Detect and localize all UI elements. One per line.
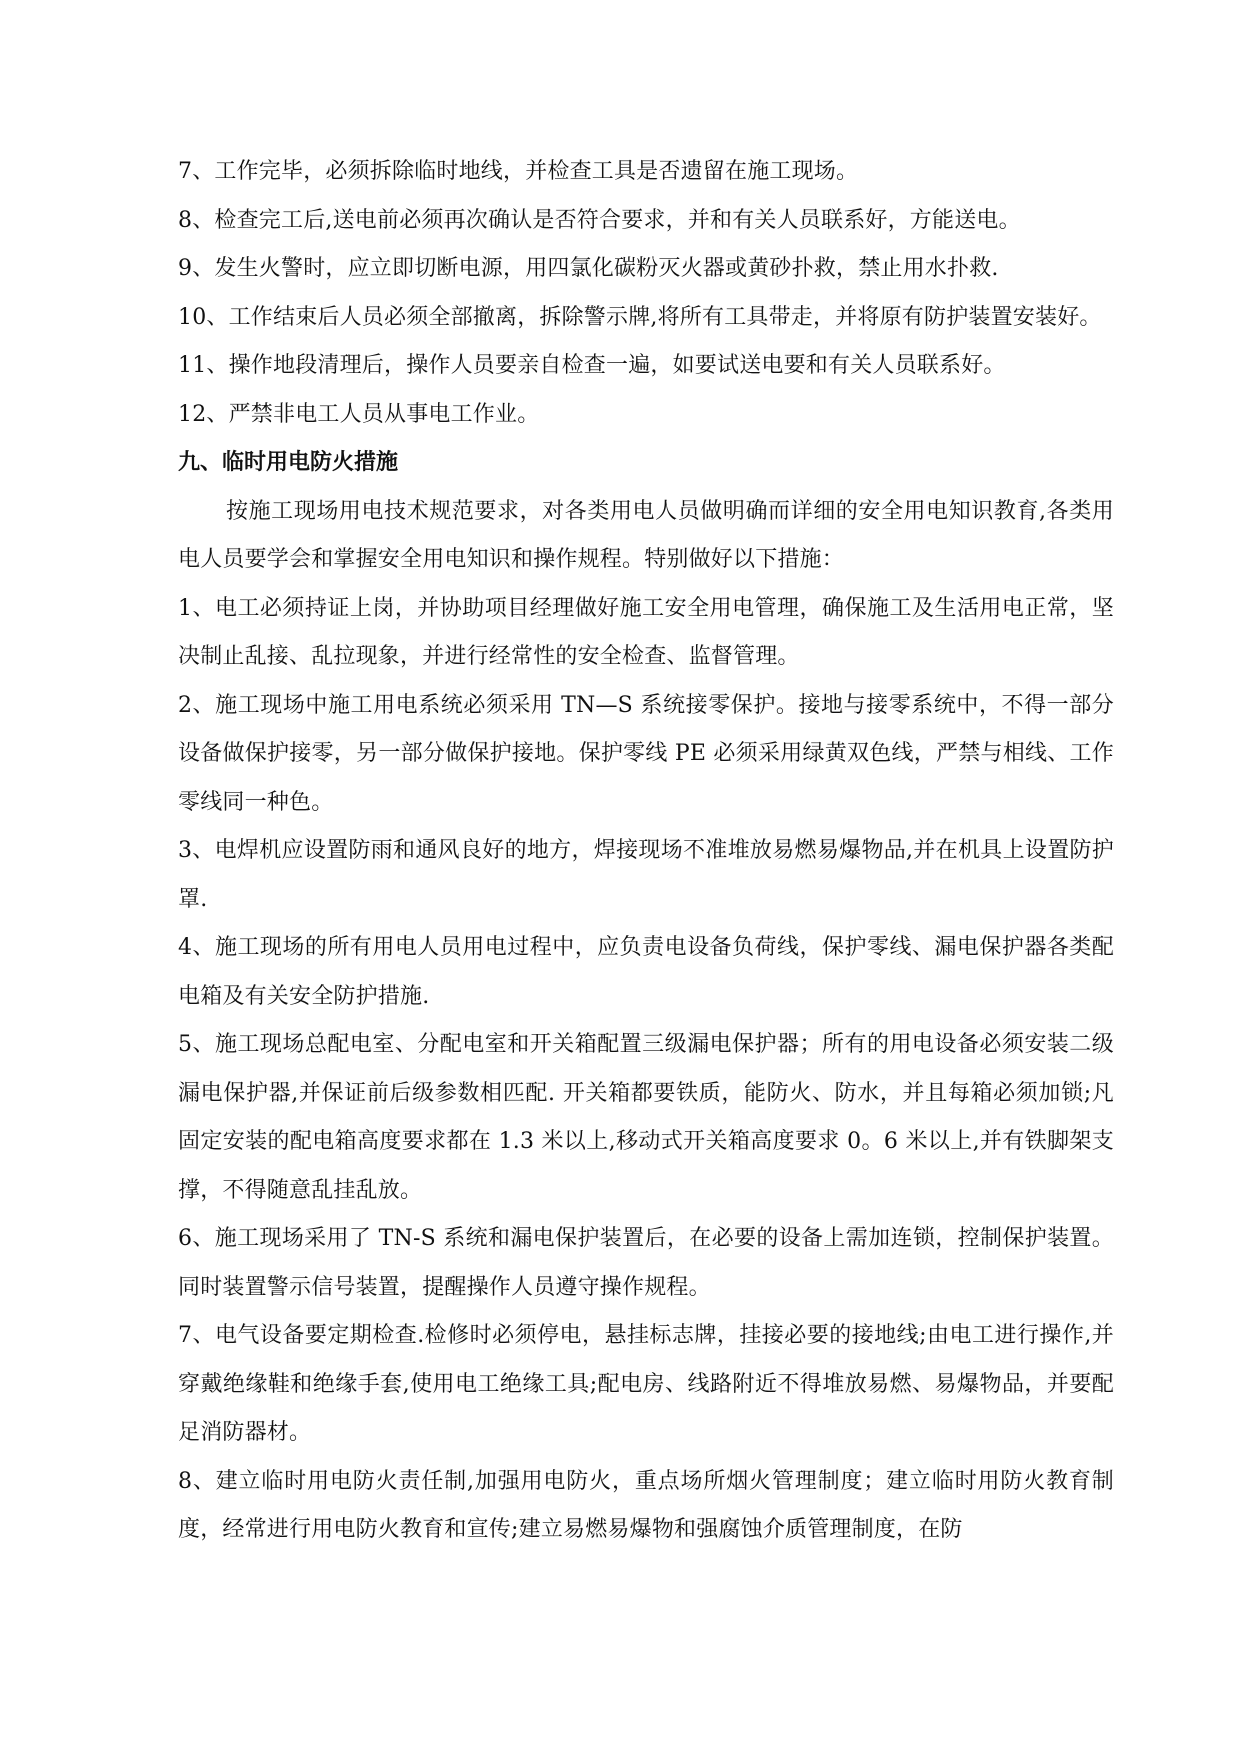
list-item: 5、施工现场总配电室、分配电室和开关箱配置三级漏电保护器；所有的用电设备必须安装二级漏电保护器,并保证前后级参数相匹配. 开关箱都要铁质，能防火、防水，并且每箱必须加锁;凡固定安装的配电箱高度要求都在 1.3 米以上,移动式开关箱高度要求 0。6 米以上,并有铁脚架支撑，不得随意乱挂乱放。 — [178, 1032, 1114, 1203]
list-item: 2、施工现场中施工用电系统必须采用 TN—S 系统接零保护。接地与接零系统中，不得一部分设备做保护接零，另一部分做保护接地。保护零线 PE 必须采用绿黄双色线，严禁与相线、工作零线同一种色。 — [178, 692, 1114, 815]
list-item: 4、施工现场的所有用电人员用电过程中，应负责电设备负荷线，保护零线、漏电保护器各类配电箱及有关安全防护措施. — [178, 935, 1114, 1009]
section-heading: 九、临时用电防火措施 — [178, 450, 399, 475]
intro-paragraph: 按施工现场用电技术规范要求，对各类用电人员做明确而详细的安全用电知识教育,各类用电人员要学会和掌握安全用电知识和操作规程。特别做好以下措施： — [178, 498, 1114, 572]
document-body — [178, 148, 1114, 1555]
list-item: 12、严禁非电工人员从事电工作业。 — [178, 401, 540, 427]
list-item: 7、工作完毕，必须拆除临时地线，并检查工具是否遗留在施工现场。 — [178, 159, 859, 184]
list-item: 9、发生火警时，应立即切断电源，用四氯化碳粉灭火器或黄砂扑救，禁止用水扑救. — [178, 256, 999, 281]
list-item: 8、检查完工后,送电前必须再次确认是否符合要求，并和有关人员联系好，方能送电。 — [178, 207, 1021, 233]
list-item: 11、操作地段清理后，操作人员要亲自检查一遍，如要试送电要和有关人员联系好。 — [178, 353, 1006, 378]
list-item: 3、电焊机应设置防雨和通风良好的地方，焊接现场不准堆放易燃易爆物品,并在机具上设置防护罩. — [178, 838, 1114, 912]
list-item: 1、电工必须持证上岗，并协助项目经理做好施工安全用电管理，确保施工及生活用电正常，坚决制止乱接、乱拉现象，并进行经常性的安全检查、监督管理。 — [178, 595, 1114, 669]
list-item: 8、建立临时用电防火责任制,加强用电防火，重点场所烟火管理制度；建立临时用防火教育制度，经常进行用电防火教育和宣传;建立易燃易爆物和强腐蚀介质管理制度，在防 — [178, 1468, 1114, 1542]
list-item: 7、电气设备要定期检查.检修时必须停电，悬挂标志牌，挂接必要的接地线;由电工进行操作,并穿戴绝缘鞋和绝缘手套,使用电工绝缘工具;配电房、线路附近不得堆放易燃、易爆物品，并要配足消防器材。 — [178, 1323, 1114, 1445]
list-item: 10、工作结束后人员必须全部撤离，拆除警示牌,将所有工具带走，并将原有防护装置安装好。 — [178, 304, 1102, 330]
list-item: 6、施工现场采用了 TN-S 系统和漏电保护装置后，在必要的设备上需加连锁，控制保护装置。同时装置警示信号装置，提醒操作人员遵守操作规程。 — [178, 1226, 1114, 1300]
